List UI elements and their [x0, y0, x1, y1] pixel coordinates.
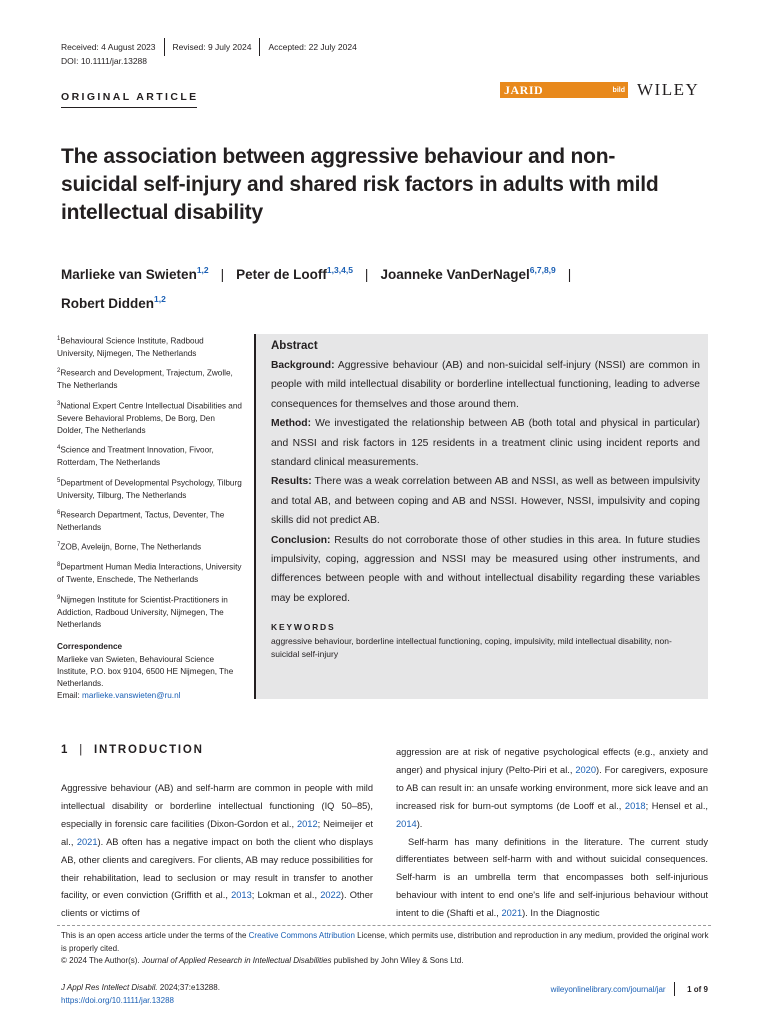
abstract-background [271, 356, 700, 414]
license-text [61, 930, 711, 955]
journal-abbrev: J Appl Res Intellect Disabil. [61, 983, 158, 992]
jarid-logo [500, 82, 628, 98]
body-text: aggression are at risk of negative psychological effects (e.g., anxiety and anger) and physical injury (Pelto-Piri et al., [396, 747, 708, 775]
affiliation-text: National Expert Centre Intellectual Disabilities and Severe Behavioral Problems, De Borg, Den Dolder, The Netherlands [57, 401, 242, 435]
body-text: Aggressive behaviour (AB) and self-harm are common in people with mild intellectual disability or borderline intellectual functioning (IQ 50–85), especially in forensic care facilities (Dixon-Gordon et al., [61, 783, 373, 829]
abstract-method [271, 414, 700, 472]
section-text: There was a weak correlation between AB and NSSI, as well as between impulsivity and total AB, and between coping and AB and NSSI. However, NSSI, impulsivity and coping skills did not predict AB. [271, 476, 700, 527]
citation-year-link[interactable]: 2012 [296, 818, 318, 829]
license-text-part: License, which permits use, distribution and reproduction in any medium, provided the original work is properly cited. [61, 931, 709, 953]
article-type: ORIGINAL ARTICLE [61, 91, 199, 103]
section-heading [61, 744, 204, 756]
correspondence-text [57, 654, 242, 703]
author-name[interactable]: Marlieke van Swieten [61, 267, 197, 282]
affiliation-number: 8 [57, 562, 61, 569]
citation-year-link[interactable]: 2014 [396, 818, 417, 829]
affiliation-number: 5 [57, 477, 61, 484]
footer-citation [61, 982, 220, 1007]
email-label: Email: [57, 691, 83, 701]
section-text: We investigated the relationship between AB (both total and physical in particular) and NSSI and risk factors in 125 residents in a treatment clinic using incident reports and standard clinical measurements. [271, 418, 700, 469]
section-label: Results: [271, 476, 312, 488]
body-text: ). Other clients or victims of [61, 890, 373, 919]
doi-link[interactable]: https://doi.org/10.1111/jar.13288 [61, 995, 174, 1005]
citation-year-link[interactable]: 2022 [320, 890, 341, 901]
section-heading-bar: | [79, 744, 84, 756]
article-doi: DOI: 10.1111/jar.13288 [61, 56, 148, 66]
intro-paragraph-1-continued [396, 744, 708, 834]
citation-year-link[interactable]: 2021 [501, 908, 523, 919]
affiliation-number: 2 [57, 368, 61, 375]
affiliation-number: 7 [57, 542, 61, 549]
affiliation-text: Nijmegen Institute for Scientist-Practitioners in Addiction, Radboud University, Nijmegen, The Netherlands [57, 595, 228, 629]
affiliation [57, 559, 242, 586]
author-separator: | [364, 267, 369, 282]
section-label: Conclusion: [271, 534, 331, 546]
affiliation-text: Research and Development, Trajectum, Zwolle, The Netherlands [57, 369, 233, 391]
received-dates [61, 38, 357, 56]
citation-year-link[interactable]: 2020 [575, 764, 597, 775]
citation-year-link[interactable]: 2018 [624, 800, 646, 811]
correspondence-heading: Correspondence [57, 642, 123, 652]
section-label: Background: [271, 360, 335, 371]
abstract-conclusion [271, 531, 700, 609]
affiliation [57, 539, 242, 554]
affiliation-number: 1 [57, 336, 61, 342]
affiliation [57, 333, 242, 360]
intro-paragraph-2 [396, 834, 708, 924]
author-name[interactable]: Joanneke VanDerNagel [380, 267, 530, 282]
author-name[interactable]: Robert Didden [61, 296, 154, 311]
affiliation-number: 3 [57, 400, 61, 407]
author-affiliation[interactable]: 1,2 [196, 265, 209, 275]
affiliation [57, 592, 242, 632]
abstract-heading: Abstract [271, 340, 318, 352]
affiliation-text: Research Department, Tactus, Deventer, The Netherlands [57, 510, 225, 532]
affiliation-text: Behavioural Science Institute, Radboud University, Nijmegen, The Netherlands [57, 336, 204, 359]
author-name[interactable]: Peter de Looff [236, 267, 327, 282]
body-text: ; Hensel et al., [645, 800, 709, 811]
author-list [61, 258, 711, 316]
intro-paragraph-1 [61, 780, 373, 923]
affiliation-text: Department Human Media Interactions, University of Twente, Enschede, The Netherlands [57, 563, 242, 585]
affiliation [57, 442, 242, 469]
section-text: Results do not corroborate those of other studies in this area. In future studies impulsivity, coping, aggression and NSSI may be measured using other instruments, and differences between people with and without intellectual disability regarding these variables may be explored. [271, 534, 700, 604]
body-text: ). For caregivers, exposure to AB can result in: an unsafe working environment, more sick leave and an increased risk for burn-out symptoms (de Looff et al., [396, 764, 708, 811]
section-label: Method: [271, 418, 312, 430]
body-text: ). [416, 818, 423, 829]
body-text: ; Lokman et al., [251, 890, 321, 901]
cc-license-link[interactable]: Creative Commons Attribution [248, 931, 355, 940]
body-text: ). AB often has a negative impact on both the client who displays AB, other clients and caregivers. For clients, AB may reduce possibilities for their rehabilitation, lead to seclusion or may result in transfer to another facility, or even conviction (Griffith et al., [61, 836, 373, 901]
body-text: ). In the Diagnostic [522, 908, 600, 919]
section-text: Aggressive behaviour (AB) and non-suicidal self-injury (NSSI) are common in people with mild intellectual disability or borderline intellectual functioning, leading to adverse consequences for themselves and those around them. [271, 360, 700, 410]
copyright-part: published by John Wiley & Sons Ltd. [331, 956, 464, 965]
affiliation-number: 4 [57, 445, 61, 452]
article-title: The association between aggressive behaviour and non-suicidal self-injury and shared risk factors in adults with mild intellectual disability [61, 145, 659, 224]
affiliation [57, 507, 242, 534]
wiley-logo: WILEY [637, 80, 700, 99]
affiliation [57, 398, 242, 438]
affiliation-number: 6 [57, 509, 61, 516]
affiliation [57, 475, 242, 502]
abstract-box [254, 334, 708, 699]
affiliation-text: Science and Treatment Innovation, Fivoor, Rotterdam, The Netherlands [57, 446, 214, 468]
affiliations [57, 333, 242, 708]
accepted-date: Accepted: 22 July 2024 [268, 42, 357, 52]
email-link[interactable]: marlieke.vanswieten@ru.nl [82, 691, 181, 701]
author-separator: | [567, 267, 572, 282]
affiliation [57, 365, 242, 392]
bild-logo-text: bild [612, 86, 625, 94]
license-text-part: This is an open access article under the terms of the [61, 931, 249, 940]
citation-year-link[interactable]: 2013 [231, 890, 252, 901]
section-title: INTRODUCTION [94, 744, 204, 756]
affiliation-text: Department of Developmental Psychology, Tilburg University, Tilburg, The Netherlands [57, 478, 242, 500]
author-affiliation[interactable]: 1,3,4,5 [326, 265, 353, 275]
author-affiliation[interactable]: 6,7,8,9 [529, 265, 556, 275]
journal-name: Journal of Applied Research in Intellectual Disabilities [141, 956, 332, 965]
copyright-text [61, 955, 711, 968]
license-note [61, 930, 711, 968]
author-separator: | [220, 267, 225, 282]
keywords-heading: KEYWORDS [271, 622, 336, 633]
page-number: 1 of 9 [687, 984, 708, 994]
body-text: Self-harm has many definitions in the literature. The current study differentiates between self-harm with and without suicidal consequences. Self-harm is an umbrella term that encompasses both self-injurious behaviour with intent to end one's life and self-injurious behaviour without intent to die (Shafti et al., [396, 836, 708, 919]
copyright-part: © 2024 The Author(s). [61, 956, 142, 965]
divider [259, 38, 260, 56]
author-affiliation[interactable]: 1,2 [154, 294, 166, 304]
body-column-left [61, 780, 373, 923]
affiliation-text: ZOB, Aveleijn, Borne, The Netherlands [60, 543, 202, 552]
jarid-logo-text: JARID [504, 82, 544, 97]
body-column-right [396, 744, 708, 923]
divider [164, 38, 165, 56]
correspondence-address: Marlieke van Swieten, Behavioural Science Institute, P.O. box 9104, 6500 HE Nijmegen, The Netherlands. [57, 654, 234, 689]
footer-divider [674, 982, 676, 996]
article-type-underline [61, 107, 197, 108]
body-text: ; Neimeijer et al., [61, 818, 374, 847]
received-date: Received: 4 August 2023 [61, 42, 156, 52]
citation: 2024;37:e13288. [157, 983, 220, 992]
footnote-divider [57, 925, 711, 926]
footer-right [551, 982, 708, 996]
journal-site-link[interactable]: wileyonlinelibrary.com/journal/jar [550, 984, 666, 994]
affiliation-number: 9 [57, 594, 61, 601]
section-number: 1 [61, 744, 70, 756]
revised-date: Revised: 9 July 2024 [172, 42, 252, 52]
abstract-results [271, 472, 700, 530]
keywords: aggressive behaviour, borderline intellectual functioning, coping, impulsivity, mild intellectual disability, non-suicidal self-injury [271, 636, 672, 660]
citation-year-link[interactable]: 2021 [76, 836, 98, 847]
